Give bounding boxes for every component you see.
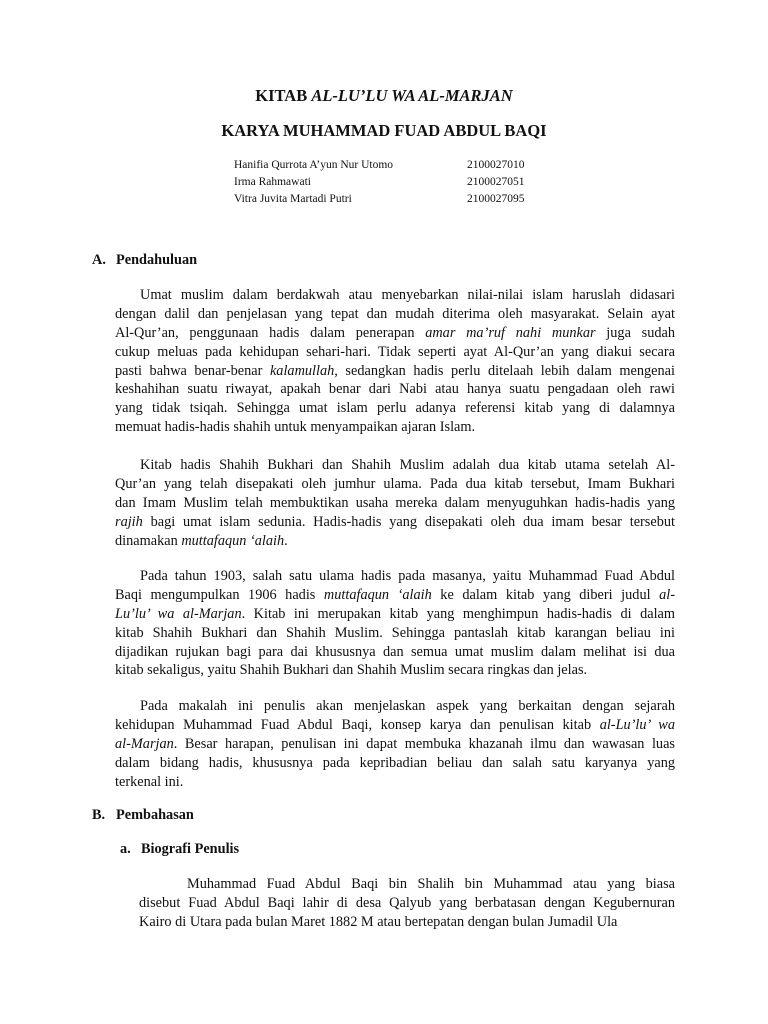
paragraph-line (115, 399, 675, 418)
title-prefix: KITAB (255, 86, 312, 105)
text-run: Kairo di Utara pada bulan Maret 1882 M atau bertepatan dengan bulan Jumadil Ula (139, 913, 618, 930)
text-run: Qur’an yang telah disepakati oleh jumhur ulama. Pada dua kitab tersebut, Imam Bukhari (115, 475, 675, 492)
paragraph-line (115, 380, 675, 399)
text-run: . Kitab ini merupakan kitab yang menghimpun hadis-hadis di dalam (241, 605, 676, 622)
text-run: kitab sekaligus, yaitu Shahih Bukhari dan Shahih Muslim secara ringkas dan jelas. (115, 662, 588, 679)
author-row (234, 157, 525, 174)
author-name: Irma Rahmawati (234, 176, 311, 188)
text-run: Umat muslim dalam berdakwah atau menyebarkan nilai-nilai islam haruslah didasari (140, 287, 675, 303)
text-run: memuat hadis-hadis shahih untuk menyampaikan ajaran Islam. (115, 419, 476, 436)
paragraph-line (115, 773, 675, 792)
text-run: ke dalam kitab yang diberi judul (431, 586, 660, 603)
paragraph-line (115, 716, 675, 735)
author-nim: 2100027051 (467, 176, 525, 188)
text-run: Pada tahun 1903, salah satu ulama hadis pada masanya, yaitu Muhammad Fuad Abdul (140, 568, 675, 584)
paragraph-line (115, 754, 675, 773)
paragraph-line (139, 913, 675, 932)
text-run: kitab Shahih Bukhari dan Shahih Muslim. Sehingga pantaslah kitab karangan beliau ini (115, 624, 675, 641)
italic-term: rajih (115, 513, 143, 530)
paragraph-line (115, 418, 675, 437)
paragraph-line (115, 456, 675, 475)
text-run: Baqi mengumpulkan 1906 hadis (115, 586, 324, 603)
italic-term: amar ma’ruf nahi munkar (425, 324, 596, 341)
text-run: , sedangkan hadis perlu ditelaah lebih dalam mengenai (334, 362, 675, 379)
author-name: Hanifia Qurrota A’yun Nur Utomo (234, 159, 394, 171)
text-run: keshahihan suatu riwayat, apakah benar dari Nabi atau hanya suatu pengadaan oleh rawi (115, 381, 675, 398)
paragraph-line (115, 286, 675, 305)
paragraph-line (115, 494, 675, 513)
paragraph-line (115, 697, 675, 716)
paragraph-line (115, 661, 675, 680)
paragraph (115, 567, 675, 680)
text-run: juga sudah (595, 324, 675, 341)
paragraph-line (115, 513, 675, 532)
paragraph-line (139, 894, 675, 913)
text-run: dan Imam Muslim telah membuktikan usaha mereka dalam menyuguhkan hadis-hadis yang (115, 494, 675, 511)
section-marker: A. (92, 252, 106, 268)
subsection-title: Biografi Penulis (141, 841, 240, 857)
italic-term: Lu’lu’ wa al-Marjan (115, 605, 242, 622)
paragraph (115, 286, 675, 437)
text-run: bagi umat islam sedunia. Hadis-hadis yang disepakati oleh dua imam besar tersebut (142, 513, 675, 530)
paragraph-line (115, 532, 675, 551)
paragraph-line (115, 475, 675, 494)
italic-term: muttafaqun ‘alaih (181, 532, 285, 549)
author-list (234, 157, 525, 208)
document-subtitle: KARYA MUHAMMAD FUAD ABDUL BAQI (221, 121, 547, 140)
paragraph-line (115, 624, 675, 643)
author-name: Vitra Juvita Martadi Putri (234, 193, 352, 205)
subsection-heading-biografi (120, 841, 239, 858)
author-nim: 2100027010 (467, 159, 525, 171)
document-title (0, 86, 768, 106)
text-run: dinamakan (115, 532, 182, 549)
paragraph-line (115, 305, 675, 324)
italic-term: kalamullah (269, 362, 335, 379)
paragraph (115, 697, 675, 791)
text-run: . (284, 532, 288, 549)
paragraph-line (115, 586, 675, 605)
text-run: yang tidak tsiqah. Sehingga umat islam perlu adanya referensi kitab yang di dalamnya (115, 400, 675, 417)
italic-term: al- (659, 586, 676, 603)
italic-term: al-Marjan (115, 735, 174, 752)
italic-term: al-Lu’lu’ wa (599, 716, 675, 733)
text-run: dijadikan rujukan bagi para dai khususnya dan semua umat muslim dalam melihat isi dua (115, 643, 675, 660)
text-run: Muhammad Fuad Abdul Baqi bin Shalih bin Muhammad atau yang biasa (187, 876, 675, 892)
author-row (234, 174, 525, 191)
paragraph (139, 875, 675, 932)
text-run: . Besar harapan, penulisan ini dapat membuka khazanah ilmu dan wawasan luas (173, 735, 675, 752)
author-row (234, 191, 525, 208)
section-title: Pembahasan (116, 807, 194, 823)
author-nim: 2100027095 (467, 193, 525, 205)
paragraph (115, 456, 675, 550)
subsection-marker: a. (120, 841, 131, 857)
paragraph-line (115, 362, 675, 381)
paragraph-line (115, 643, 675, 662)
paragraph-line (115, 343, 675, 362)
text-run: Al-Qur’an, penggunaan hadis dalam penerapan (115, 324, 426, 341)
text-run: dengan dalil dan penjelasan yang tepat dan mudah diterima oleh masyarakat. Selain ayat (115, 305, 675, 322)
section-title: Pendahuluan (116, 252, 198, 268)
text-run: cukup meluas pada kehidupan sehari-hari. Tidak seperti ayat Al-Qur’an yang diakui secara (115, 343, 675, 360)
text-run: disebut Fuad Abdul Baqi lahir di desa Qalyub yang berbatasan dengan Kegubernuran (139, 894, 675, 911)
text-run: dalam bidang hadis, khususnya pada kepribadian beliau dan salah satu karyanya yang (115, 754, 675, 771)
section-heading-pembahasan (92, 807, 194, 824)
paragraph-line (139, 875, 675, 894)
paragraph-line (115, 605, 675, 624)
text-run: terkenal ini. (115, 773, 184, 790)
text-run: Pada makalah ini penulis akan menjelaskan aspek yang berkaitan dengan sejarah (140, 698, 675, 714)
paragraph-line (115, 324, 675, 343)
text-run: pasti bahwa benar-benar (115, 362, 270, 379)
text-run: kehidupan Muhammad Fuad Abdul Baqi, konsep karya dan penulisan kitab (115, 716, 600, 733)
section-marker: B. (92, 807, 106, 823)
italic-term: muttafaqun ‘alaih (323, 586, 432, 603)
title-italic: AL-LU’LU WA AL-MARJAN (311, 86, 513, 105)
paragraph-line (115, 735, 675, 754)
paragraph-line (115, 567, 675, 586)
text-run: Kitab hadis Shahih Bukhari dan Shahih Muslim adalah dua kitab utama setelah Al- (140, 457, 675, 473)
section-heading-pendahuluan (92, 252, 197, 269)
